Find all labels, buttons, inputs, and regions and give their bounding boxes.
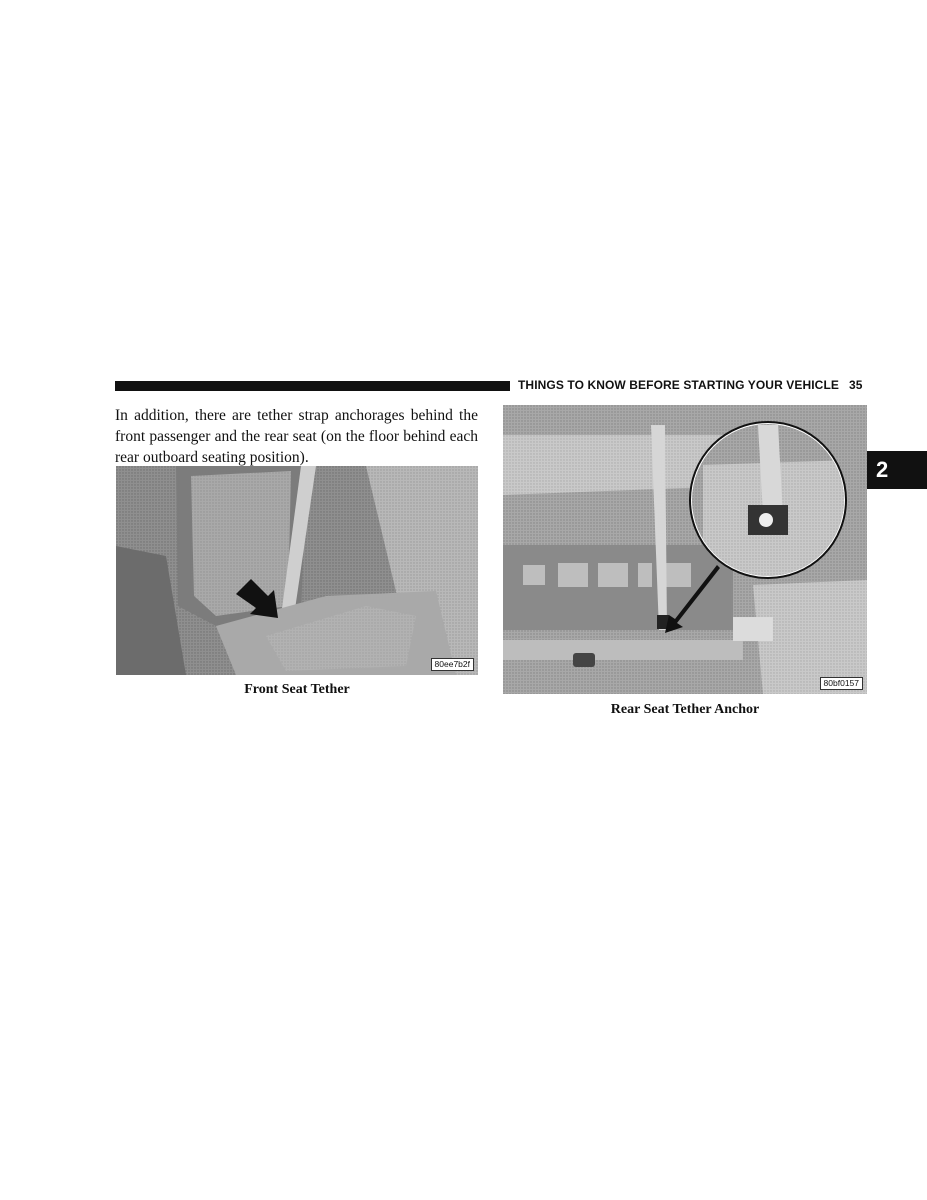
header-rule — [115, 381, 510, 391]
section-title: THINGS TO KNOW BEFORE STARTING YOUR VEHICLE — [518, 378, 839, 392]
front-seat-tether-figure — [116, 466, 478, 675]
rear-seat-illustration — [503, 405, 867, 694]
running-header — [518, 378, 868, 396]
rear-figure-caption: Rear Seat Tether Anchor — [610, 702, 760, 717]
figure-code: 80ee7b2f — [431, 658, 474, 671]
front-seat-illustration — [116, 466, 478, 675]
rear-seat-tether-figure — [503, 405, 867, 694]
front-figure-caption: Front Seat Tether — [244, 682, 350, 697]
chapter-number: 2 — [876, 457, 889, 482]
body-paragraph: In addition, there are tether strap anchorages behind the front passenger and the rear seat (on the floor behind each rear outboard seating position). — [115, 407, 478, 466]
chapter-tab — [860, 451, 927, 489]
page-number: 35 — [848, 378, 863, 392]
figure-code: 80bf0157 — [820, 677, 863, 690]
